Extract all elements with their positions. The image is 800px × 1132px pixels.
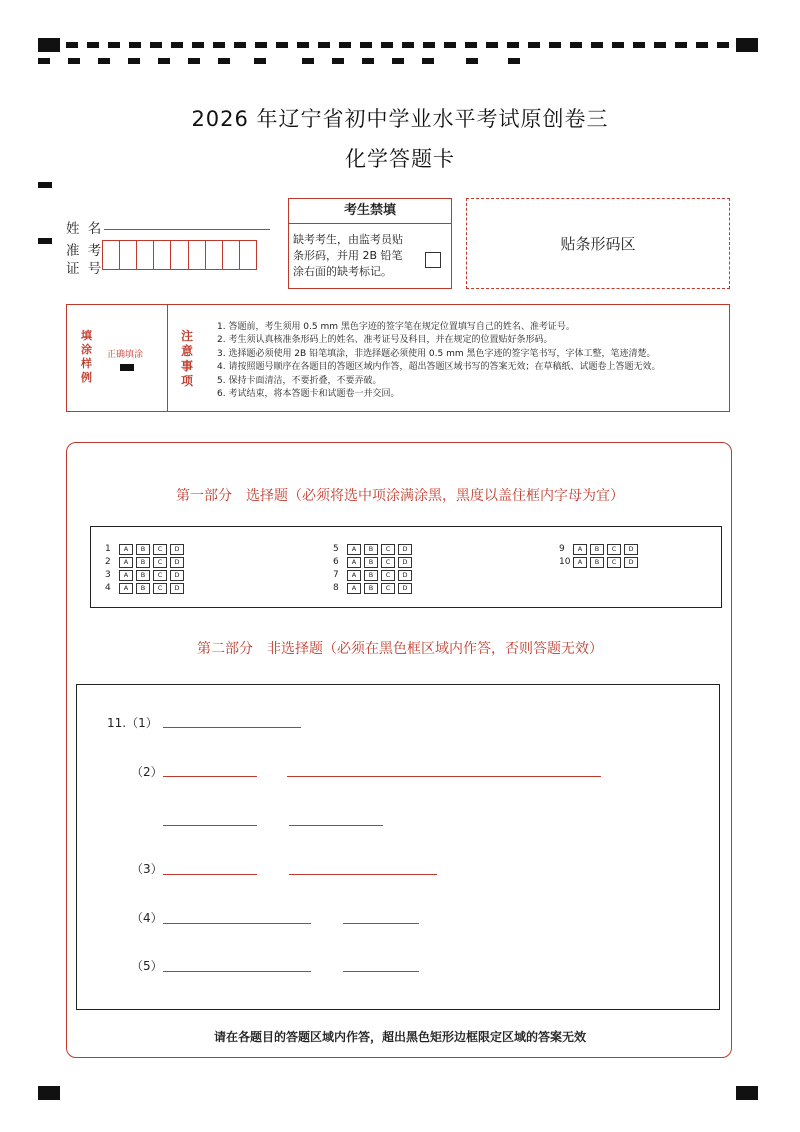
choice-option-b[interactable]: B (364, 583, 378, 594)
timing-dash (392, 58, 404, 64)
choice-option-b[interactable]: B (364, 570, 378, 581)
choice-question-row (105, 556, 187, 568)
q11-sub4-blank-2[interactable] (343, 923, 419, 924)
timing-dash (633, 42, 645, 48)
choice-option-c[interactable]: C (381, 544, 395, 555)
choice-option-d[interactable]: D (398, 544, 412, 555)
timing-dash (339, 42, 351, 48)
timing-dash (297, 42, 309, 48)
choice-question-row (105, 569, 187, 581)
timing-mark-bottom-right (736, 1086, 758, 1100)
timing-dash (717, 42, 729, 48)
choice-option-b[interactable]: B (136, 544, 150, 555)
ticket-label-2: 证 号 (66, 261, 104, 277)
choice-option-a[interactable]: A (347, 570, 361, 581)
timing-dash (332, 58, 344, 64)
notice-item: 4. 请按照题号顺序在各题目的答题区域内作答，超出答题区域书写的答案无效；在草稿纸、试题卷上答题无效。 (217, 362, 661, 373)
choice-option-a[interactable]: A (347, 583, 361, 594)
choice-question-row (105, 543, 187, 555)
q11-sub4-label: （4） (131, 911, 163, 925)
choice-option-b[interactable]: B (364, 544, 378, 555)
barcode-area-label: 贴条形码区 (560, 235, 636, 253)
choice-option-b[interactable]: B (364, 557, 378, 568)
choice-option-c[interactable]: C (381, 583, 395, 594)
choice-question-number: 9 (559, 544, 565, 554)
choice-option-b[interactable]: B (590, 544, 604, 555)
absent-box (288, 198, 452, 289)
q11-sub2-label: （2） (131, 765, 163, 779)
timing-dash (549, 42, 561, 48)
q11-sub4-blank-1[interactable] (163, 923, 311, 924)
timing-dash (98, 58, 110, 64)
timing-dash (360, 42, 372, 48)
timing-dash (654, 42, 666, 48)
choice-option-b[interactable]: B (136, 583, 150, 594)
choice-question-number: 4 (105, 583, 111, 593)
choice-option-d[interactable]: D (170, 544, 184, 555)
notice-item: 6. 考试结束，将本答题卡和试题卷一并交回。 (217, 389, 400, 400)
q11-sub5-blank-1[interactable] (163, 971, 311, 972)
page-title: 2026 年辽宁省初中学业水平考试原创卷三 (191, 107, 609, 131)
absent-box-text-3: 涂右面的缺考标记。 (293, 265, 392, 278)
fill-example-section (67, 305, 168, 411)
ticket-digit-box[interactable] (120, 241, 137, 269)
q11-sub2-blank-3[interactable] (163, 825, 257, 826)
choice-question-number: 1 (105, 544, 111, 554)
choice-question-number: 5 (333, 544, 339, 554)
absent-box-title: 考生禁填 (289, 199, 451, 224)
timing-dash (402, 42, 414, 48)
notice-box (66, 304, 730, 412)
choice-question-number: 10 (559, 557, 571, 567)
choice-option-d[interactable]: D (170, 570, 184, 581)
timing-dash (276, 42, 288, 48)
part2-heading: 第二部分 非选择题（必须在黑色框区域内作答，否则答题无效） (197, 641, 603, 657)
timing-dash (171, 42, 183, 48)
name-label: 姓 名 (66, 221, 104, 237)
notice-item: 3. 选择题必须使用 2B 铅笔填涂，非选择题必须使用 0.5 mm 黑色字迹的签字笔书写，字体工整，笔迹清楚。 (217, 348, 656, 359)
timing-marks-top (0, 0, 800, 70)
choice-option-d[interactable]: D (624, 557, 638, 568)
choice-option-a[interactable]: A (119, 544, 133, 555)
choice-option-c[interactable]: C (607, 544, 621, 555)
timing-dash (213, 42, 225, 48)
timing-dash (38, 58, 50, 64)
q11-sub3-blank-2[interactable] (289, 874, 437, 875)
timing-dash (486, 42, 498, 48)
timing-dash (128, 58, 140, 64)
choice-option-d[interactable]: D (170, 583, 184, 594)
timing-dash (508, 58, 520, 64)
ticket-digit-box[interactable] (240, 241, 256, 269)
choice-option-c[interactable]: C (607, 557, 621, 568)
absent-mark-checkbox[interactable] (425, 252, 441, 268)
name-field[interactable] (104, 229, 270, 230)
absent-box-text-2: 条形码，并用 2B 铅笔 (293, 249, 403, 262)
choice-option-a[interactable]: A (119, 557, 133, 568)
timing-mark-left-2 (38, 238, 52, 244)
q11-sub5-blank-2[interactable] (343, 971, 419, 972)
timing-dash (381, 42, 393, 48)
page-subtitle: 化学答题卡 (345, 147, 455, 171)
notice-list (217, 321, 660, 401)
ticket-digit-box[interactable] (206, 241, 223, 269)
choice-option-a[interactable]: A (119, 583, 133, 594)
q11-sub2-blank-2[interactable] (287, 776, 601, 777)
ticket-digit-box[interactable] (171, 241, 188, 269)
part1-heading: 第一部分 选择题（必须将选中项涂满涂黑，黑度以盖住框内字母为宜） (176, 488, 624, 504)
correct-fill-sample (120, 364, 134, 371)
choice-option-c[interactable]: C (153, 583, 167, 594)
choice-question-number: 3 (105, 570, 111, 580)
notice-item: 2. 考生须认真核准条形码上的姓名、准考证号及科目，并在规定的位置贴好条形码。 (217, 335, 553, 346)
choice-option-d[interactable]: D (398, 583, 412, 594)
timing-dash (188, 58, 200, 64)
timing-dash (465, 42, 477, 48)
choice-option-a[interactable]: A (573, 557, 587, 568)
choice-option-c[interactable]: C (381, 570, 395, 581)
notice-item: 5. 保持卡面清洁，不要折叠，不要弄破。 (217, 375, 382, 386)
choice-question-row (333, 543, 415, 555)
choice-question-row (559, 556, 641, 568)
choice-option-c[interactable]: C (153, 557, 167, 568)
ticket-digit-box[interactable] (154, 241, 171, 269)
barcode-area (466, 198, 730, 289)
choice-option-d[interactable]: D (398, 557, 412, 568)
timing-dash (675, 42, 687, 48)
q11-sub3-blank-1[interactable] (163, 874, 257, 875)
choice-question-number: 8 (333, 583, 339, 593)
ticket-digit-box[interactable] (223, 241, 240, 269)
timing-dash (444, 42, 456, 48)
choice-question-number: 6 (333, 557, 339, 567)
footer-note: 请在各题目的答题区域内作答，超出黑色矩形边框限定区域的答案无效 (213, 1030, 586, 1044)
ticket-digit-box[interactable] (189, 241, 206, 269)
choice-option-a[interactable]: A (119, 570, 133, 581)
timing-dash (422, 58, 434, 64)
q11-sub1-blank[interactable] (163, 727, 301, 728)
timing-dash (423, 42, 435, 48)
timing-dash (68, 58, 80, 64)
timing-dash (87, 42, 99, 48)
timing-dash (255, 42, 267, 48)
choice-option-b[interactable]: B (590, 557, 604, 568)
timing-dash (302, 58, 314, 64)
choice-option-a[interactable]: A (347, 557, 361, 568)
q11-sub5-label: （5） (131, 959, 163, 973)
choice-option-c[interactable]: C (153, 544, 167, 555)
timing-mark-left-1 (38, 182, 52, 188)
choice-option-a[interactable]: A (347, 544, 361, 555)
timing-dash (612, 42, 624, 48)
timing-dash (234, 42, 246, 48)
q11-sub1-label: 11.（1） (107, 716, 158, 730)
correct-fill-label: 正确填涂 (107, 350, 144, 360)
choice-question-row (559, 543, 641, 555)
choice-area (90, 526, 722, 608)
timing-dash (158, 58, 170, 64)
fill-example-vertical-label: 填 涂 样 例 (81, 329, 92, 384)
timing-dash (254, 58, 266, 64)
choice-option-d[interactable]: D (170, 557, 184, 568)
q11-sub3-label: （3） (131, 862, 163, 876)
q11-sub2-blank-4[interactable] (289, 825, 383, 826)
ticket-digit-box[interactable] (103, 241, 120, 269)
timing-dash (528, 42, 540, 48)
q11-answer-box (76, 684, 720, 1010)
timing-mark-bottom-left (38, 1086, 60, 1100)
choice-question-row (105, 582, 187, 594)
timing-dash (570, 42, 582, 48)
notice-vertical-label: 注 意 事 项 (181, 329, 194, 388)
choice-question-number: 2 (105, 557, 111, 567)
ticket-number-boxes[interactable] (102, 240, 257, 270)
timing-dash (507, 42, 519, 48)
choice-option-b[interactable]: B (136, 557, 150, 568)
timing-dash (318, 42, 330, 48)
choice-question-row (333, 556, 415, 568)
choice-question-row (333, 569, 415, 581)
notice-item: 1. 答题前，考生须用 0.5 mm 黑色字迹的签字笔在规定位置填写自己的姓名、准考证号。 (217, 322, 575, 332)
timing-dash (150, 42, 162, 48)
timing-dash (108, 42, 120, 48)
choice-option-d[interactable]: D (624, 544, 638, 555)
timing-dash (466, 58, 478, 64)
timing-dash (362, 58, 374, 64)
choice-option-c[interactable]: C (153, 570, 167, 581)
choice-question-number: 7 (333, 570, 339, 580)
ticket-digit-box[interactable] (137, 241, 154, 269)
q11-sub2-blank-1[interactable] (163, 776, 257, 777)
choice-question-row (333, 582, 415, 594)
ticket-label-1: 准 考 (66, 243, 104, 259)
timing-dash (591, 42, 603, 48)
absent-box-text-1: 缺考考生，由监考员贴 (293, 233, 403, 246)
timing-dash (129, 42, 141, 48)
choice-option-c[interactable]: C (381, 557, 395, 568)
timing-dash (192, 42, 204, 48)
choice-option-b[interactable]: B (136, 570, 150, 581)
timing-dash (66, 42, 78, 48)
timing-dash (218, 58, 230, 64)
choice-option-a[interactable]: A (573, 544, 587, 555)
timing-dash (696, 42, 708, 48)
choice-option-d[interactable]: D (398, 570, 412, 581)
